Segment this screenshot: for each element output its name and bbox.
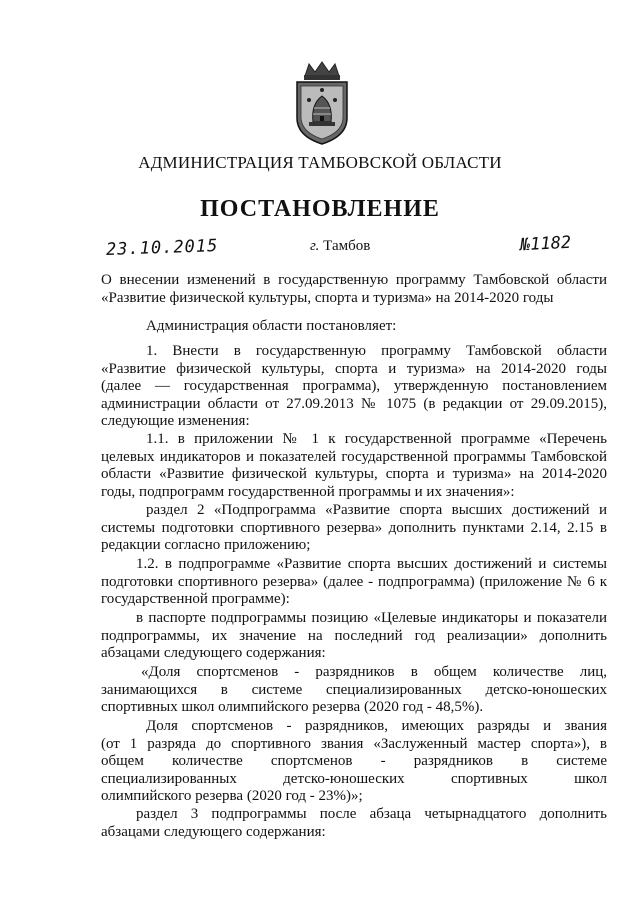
title-line: «Развитие физической культуры, спорта и туризма» на 2014-2020 годы: [101, 289, 554, 306]
title-line: О внесении изменений в государственную программу Тамбовской области: [101, 272, 607, 288]
paragraph-1: 1. Внести в государственную программу Тамбовской области «Развитие физической культуры, спорта и туризма» на 2014-2020 годы (далее — государственная программа), утвержденную постановлением администрации области от 27.09.2013 № 1075 (в редакции от 29.09.2015), следующие изменения:: [101, 343, 607, 429]
city-prefix: г.: [310, 238, 320, 254]
intro-paragraph: Администрация области постановляет:: [146, 318, 397, 334]
paragraph-1-2: 1.2. в подпрограмме «Развитие спорта высших достижений и системы подготовки спортивного резерва» (далее - подпрограмма) (приложение № 6 к государственной программе):: [101, 556, 607, 607]
document-title: [101, 272, 607, 307]
paragraph-section-2: раздел 2 «Подпрограмма «Развитие спорта высших достижений и системы подготовки спортивного резерва» дополнить пунктами 2.14, 2.15 в редакции согласно приложению;: [101, 502, 607, 553]
document-date: 23.10.2015: [105, 236, 219, 260]
paragraph-passport: в паспорте подпрограммы позицию «Целевые индикаторы и показатели подпрограммы, их значение на последний год реализации» дополнить абзацами следующего содержания:: [101, 610, 607, 661]
paragraph-section-3: раздел 3 подпрограммы после абзаца четырнадцатого дополнить абзацами следующего содержания:: [101, 806, 607, 840]
document-city: [310, 238, 370, 255]
city-name: Тамбов: [323, 238, 371, 254]
quote-paragraph-1: «Доля спортсменов - разрядников в общем количестве лиц, занимающихся в системе специализированных детско-юношеских спортивных школ олимпийского резерва (2020 год - 48,5%).: [101, 664, 607, 715]
document-type: ПОСТАНОВЛЕНИЕ: [200, 196, 440, 222]
tambov-coat-of-arms-icon: [287, 60, 357, 146]
paragraph-1-1: 1.1. в приложении № 1 к государственной программе «Перечень целевых индикаторов и показателей государственной программы Тамбовской области «Развитие физической культуры, спорта и туризма» на 2014-2020 годы, подпрограмм государственной программы и их значения»:: [101, 431, 607, 500]
quote-paragraph-2: Доля спортсменов - разрядников, имеющих разряды и звания (от 1 разряда до спортивного звания «Заслуженный мастер спорта»), в общем количестве спортсменов - разрядников в системе специализированных детско-юношеских спортивных школ олимпийского резерва (2020 год - 23%)»;: [101, 718, 607, 804]
agency-name: АДМИНИСТРАЦИЯ ТАМБОВСКОЙ ОБЛАСТИ: [138, 153, 502, 172]
document-number: №1182: [519, 232, 572, 256]
